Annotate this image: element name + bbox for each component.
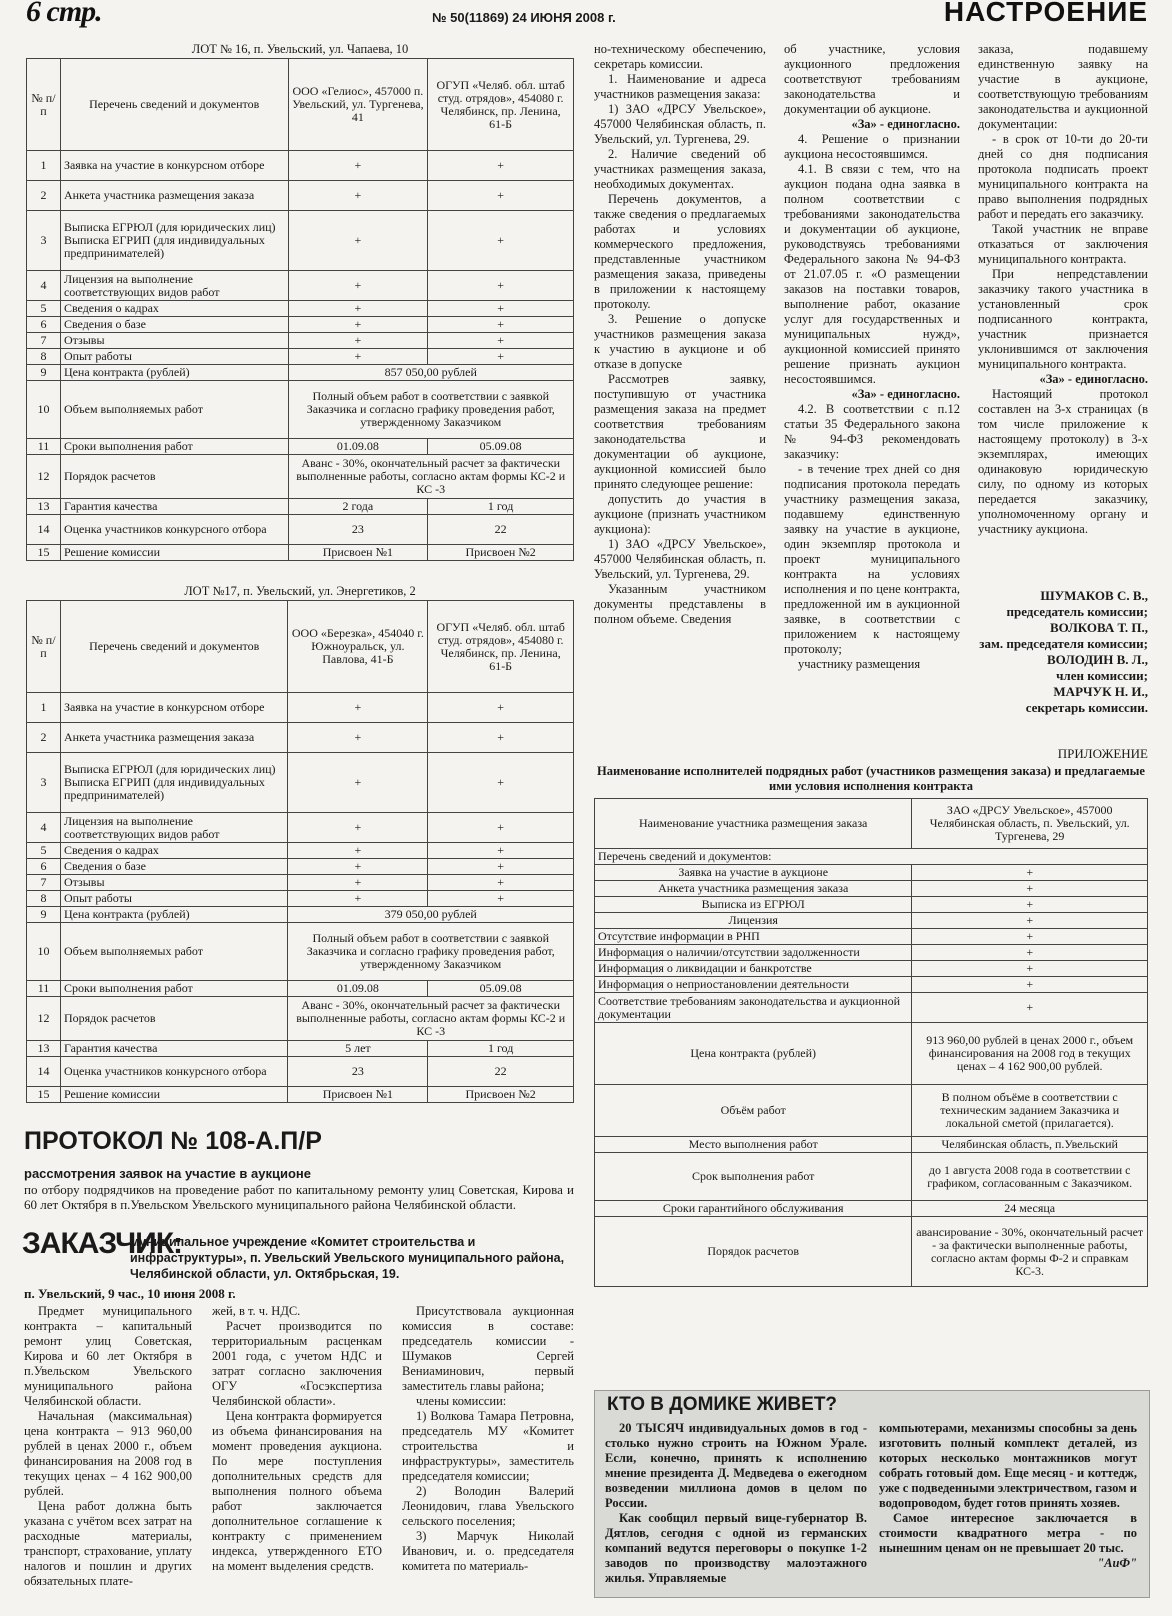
issue-line: № 50(11869) 24 ИЮНЯ 2008 г.: [432, 10, 616, 25]
table-cell: +: [428, 151, 574, 181]
table-cell: Заявка на участие в конкурсном отборе: [60, 151, 288, 181]
table-cell: +: [912, 993, 1148, 1023]
customer-text: муниципальное учреждение «Комитет строительства и инфраструктуры», п. Увельский Увельского муниципального района, Челябинской области, ул. Октябрьская, 19.: [130, 1235, 565, 1281]
table-cell: до 1 августа 2008 года в соответствии с графиком, согласованным с Заказчиком.: [912, 1153, 1148, 1201]
table-cell: 11: [27, 439, 61, 455]
table-cell: Опыт работы: [60, 891, 288, 907]
table-cell: 23: [288, 515, 428, 545]
protocol-place: п. Увельский, 9 час., 10 июня 2008 г.: [24, 1286, 236, 1301]
table-cell: Порядок расчетов: [60, 455, 288, 499]
table-cell: Соответствие требованиям законодательства и аукционной документации: [595, 993, 912, 1023]
table-row: [27, 151, 574, 181]
table-row: [27, 181, 574, 211]
table-cell: 01.09.08: [288, 981, 428, 997]
table-cell: Челябинская область, п.Увельский: [912, 1137, 1148, 1153]
table-cell: Аванс - 30%, окончательный расчет за фактически выполненные работы, согласно актам формы КС-2 и КС -3: [288, 997, 574, 1041]
table-cell: Объем выполняемых работ: [60, 923, 288, 981]
lot16-rows: [27, 151, 574, 365]
lot16-block: [26, 42, 574, 561]
vote-result: «За» - единогласно.: [851, 387, 960, 401]
paragraph: Расчет производится по территориальным расценкам 2001 года, с учетом НДС и затрат согласно заключения ОГУ «Госэкспертиза Челябинской области».: [212, 1319, 382, 1408]
article-col-3: [978, 42, 1148, 537]
article-col-3-part2: [978, 387, 1148, 537]
table-cell: 13: [27, 499, 61, 515]
table-cell: +: [288, 349, 428, 365]
table-cell: 05.09.08: [428, 439, 574, 455]
table-cell: Опыт работы: [60, 349, 288, 365]
table-cell: 4: [27, 271, 61, 301]
table-row: [27, 813, 574, 843]
paragraph: Как сообщил первый вице-губернатор В. Дятлов, сегодня с одной из германских компаний ведутся переговоры о покупке 1-2 заводов по производству малоэтажного жилья. Управляемые: [605, 1511, 867, 1585]
table-cell: Объём работ: [595, 1085, 912, 1137]
table-cell: +: [912, 929, 1148, 945]
protocol-col-1: [24, 1304, 192, 1589]
table-cell: 15: [27, 1087, 61, 1103]
table-row: [27, 211, 574, 271]
table-row: [595, 881, 1148, 897]
table-cell: 1: [27, 151, 61, 181]
table-row: [595, 1217, 1148, 1287]
paragraph: участнику размещения: [798, 657, 921, 671]
table-row: [595, 1085, 1148, 1137]
lot16-table: [26, 58, 574, 561]
table-cell: +: [912, 977, 1148, 993]
paragraph: - в срок от 10-ти до 20-ти дней со дня подписания протокола подписать проект муниципального контракта на право выполнения подрядных работ и передать его заказчику.: [978, 132, 1148, 221]
paragraph: Указанным участником документы представлены в полном объеме. Сведения: [594, 582, 766, 626]
table-row: [595, 1153, 1148, 1201]
protocol-col-2: [212, 1304, 382, 1574]
news-box: [594, 1390, 1150, 1598]
signatory-name: ВОЛОДИН В. Л.,: [1046, 652, 1148, 667]
table-cell: +: [428, 753, 574, 813]
table-cell: 12: [27, 455, 61, 499]
table-cell: Информация о ликвидации и банкротстве: [595, 961, 912, 977]
table-cell: +: [288, 843, 428, 859]
article-col-2-part1: [784, 42, 960, 117]
contract-price: 379 050,00 рублей: [288, 907, 574, 923]
protocol-lead: по отбору подрядчиков на проведение работ по капитальному ремонту улиц Советская, Кирова и 60 лет Октября в п.Увельском Увельского муниципального района Челябинской области.: [24, 1182, 574, 1212]
table-row: [595, 913, 1148, 929]
table-cell: +: [428, 843, 574, 859]
appendix-table: [594, 798, 1148, 1287]
table-cell: +: [288, 271, 428, 301]
table-cell: 10: [27, 923, 61, 981]
box-col-2: [879, 1421, 1137, 1571]
table-cell: 6: [27, 317, 61, 333]
table-cell: 1: [27, 693, 61, 723]
protocol-title: ПРОТОКОЛ № 108-А.П/Р: [24, 1127, 322, 1155]
paragraph: жей, в т. ч. НДС.: [212, 1304, 301, 1318]
article-col-2-part3: [784, 402, 960, 672]
box-source: "АиФ": [1097, 1556, 1137, 1570]
table-cell: 12: [27, 997, 61, 1041]
signatures: [978, 588, 1148, 716]
table-cell: Выписка из ЕГРЮЛ: [595, 897, 912, 913]
paragraph: 20 ТЫСЯЧ индивидуальных домов в год - столько нужно строить на Южном Урале. Если, конечно, принять к исполнению мнение президента Д. Медведева о ежегодном возведении миллиона домов в целом по России.: [605, 1421, 867, 1510]
paragraph: Предмет муниципального контракта – капитальный ремонт улиц Советская, Кирова и 60 лет Октября в п.Увельском Увельского муниципального района Челябинской области.: [24, 1304, 192, 1408]
signatory-role: зам. председателя комиссии;: [979, 636, 1148, 651]
table-cell: Отзывы: [60, 875, 288, 891]
table-cell: Выписка ЕГРЮЛ (для юридических лиц) Выписка ЕГРИП (для индивидуальных предпринимателей): [60, 211, 288, 271]
table-row: [27, 859, 574, 875]
table-cell: +: [288, 317, 428, 333]
table-cell: 2 года: [288, 499, 428, 515]
lot17-block: [26, 584, 574, 1103]
paragraph: допустить до участия в аукционе (признать участником аукциона):: [594, 492, 766, 536]
table-cell: +: [912, 945, 1148, 961]
table-cell: +: [288, 211, 428, 271]
table-cell: Заявка на участие в аукционе: [595, 865, 912, 881]
table-cell: +: [428, 875, 574, 891]
table-row: [595, 993, 1148, 1023]
table-cell: 5: [27, 843, 61, 859]
table-row: [595, 929, 1148, 945]
table-row: [595, 945, 1148, 961]
table-cell: 2: [27, 723, 61, 753]
lot16-head-a: ООО «Гелиос», 457000 п. Увельский, ул. Тургенева, 41: [288, 59, 428, 151]
table-cell: 14: [27, 515, 61, 545]
table-cell: Информация о неприостановлении деятельности: [595, 977, 912, 993]
table-cell: +: [288, 723, 428, 753]
paragraph: члены комиссии:: [416, 1394, 507, 1408]
table-cell: Сроки гарантийного обслуживания: [595, 1201, 912, 1217]
table-cell: Сроки выполнения работ: [60, 981, 288, 997]
table-cell: 14: [27, 1057, 61, 1087]
table-cell: 3: [27, 211, 61, 271]
table-cell: Отсутствие информации в РНП: [595, 929, 912, 945]
paragraph: компьютерами, механизмы способны за день изготовить полный комплект деталей, из которых несколько монтажников могут собрать готовый дом. Еще месяц - и коттедж, уже с подведенными электричеством, газом и водопроводом, будет готов принять хозяев.: [879, 1421, 1137, 1510]
table-cell: 913 960,00 рублей в ценах 2000 г., объем финансирования на 2008 год в текущих ценах – 4 162 900,00 рублей.: [912, 1023, 1148, 1085]
appendix-title: Наименование исполнителей подрядных работ (участников размещения заказа) и предлагаемые ими условия исполнения контракта: [597, 764, 1145, 793]
customer-label: ЗАКАЗЧИК:: [22, 1227, 183, 1260]
paragraph: - в течение трех дней со дня подписания протокола передать участнику размещения заказа, подавшему единственную заявку на участие в аукционе, один экземпляр протокола и проект муниципального контракта на условиях исполнения и по цене контракта, предложенной им в аукционной заявке, в соответствии с приложением к настоящему протоколу;: [784, 462, 960, 656]
signatory-role: член комиссии;: [1056, 668, 1148, 683]
table-cell: Решение комиссии: [60, 1087, 288, 1103]
paragraph: При непредставлении заказчику такого участника в установленный срок подписанного контракта, участник признается уклонившимся от заключения муниципального контракта.: [978, 267, 1148, 371]
table-cell: 1 год: [428, 1041, 574, 1057]
table-cell: 8: [27, 891, 61, 907]
table-row: [595, 897, 1148, 913]
table-row: [595, 865, 1148, 881]
table-row: [27, 875, 574, 891]
table-cell: 6: [27, 859, 61, 875]
table-row: [27, 753, 574, 813]
table-cell: Место выполнения работ: [595, 1137, 912, 1153]
table-cell: Лицензия: [595, 913, 912, 929]
table-cell: 05.09.08: [428, 981, 574, 997]
appendix-head-label: Наименование участника размещения заказа: [595, 799, 912, 849]
table-cell: Анкета участника размещения заказа: [595, 881, 912, 897]
paragraph: заказа, подавшему единственную заявку на участие в аукционе, соответствующую требованиям законодательства и аукционной документации:: [978, 42, 1148, 131]
table-cell: Решение комиссии: [60, 545, 288, 561]
table-cell: Лицензия на выполнение соответствующих видов работ: [60, 271, 288, 301]
lot17-title: ЛОТ №17, п. Увельский, ул. Энергетиков, 2: [184, 584, 416, 598]
table-cell: 23: [288, 1057, 428, 1087]
appendix-head-value: ЗАО «ДРСУ Увельское», 457000 Челябинская область, п. Увельский, ул. Тургенева, 29: [912, 799, 1148, 849]
table-cell: Присвоен №1: [288, 545, 428, 561]
paragraph: Присутствовала аукционная комиссия в составе: председатель комиссии - Шумаков Сергей Вениаминович, первый заместитель главы района;: [402, 1304, 574, 1393]
table-cell: Присвоен №2: [428, 1087, 574, 1103]
table-cell: Цена контракта (рублей): [60, 365, 288, 381]
paragraph: 1. Наименование и адреса участников размещения заказа:: [594, 72, 766, 101]
table-cell: +: [288, 813, 428, 843]
table-cell: 11: [27, 981, 61, 997]
table-cell: Порядок расчетов: [60, 997, 288, 1041]
signatory-name: ШУМАКОВ С. В.,: [1040, 588, 1148, 603]
signatory-role: председатель комиссии;: [1006, 604, 1148, 619]
page-number: 6 стр.: [26, 0, 102, 28]
table-cell: 9: [27, 907, 61, 923]
table-cell: Цена контракта (рублей): [595, 1023, 912, 1085]
lot16-head-num: № п/п: [27, 59, 61, 151]
box-col-1: [605, 1421, 867, 1586]
protocol-subtitle: рассмотрения заявок на участие в аукционе: [24, 1166, 311, 1181]
table-cell: Оценка участников конкурсного отбора: [60, 1057, 288, 1087]
vote-result: «За» - единогласно.: [851, 117, 960, 131]
appendix-docs: [595, 865, 1148, 1023]
table-cell: +: [912, 881, 1148, 897]
table-cell: 10: [27, 381, 61, 439]
table-cell: Гарантия качества: [60, 499, 288, 515]
table-cell: +: [428, 181, 574, 211]
table-row: [27, 723, 574, 753]
table-row: [595, 1201, 1148, 1217]
table-cell: Присвоен №2: [428, 545, 574, 561]
paragraph: Цена работ должна быть указана с учётом всех затрат на расходные материалы, транспорт, страхование, уплату налогов и пошлин и других обязательных плате-: [24, 1499, 192, 1588]
paragraph: 1) ЗАО «ДРСУ Увельское», 457000 Челябинская область, п. Увельский, ул. Тургенева, 29.: [594, 102, 766, 146]
table-cell: Заявка на участие в конкурсном отборе: [60, 693, 288, 723]
table-cell: Анкета участника размещения заказа: [60, 723, 288, 753]
table-cell: Анкета участника размещения заказа: [60, 181, 288, 211]
table-cell: Сроки выполнения работ: [60, 439, 288, 455]
table-cell: 22: [428, 515, 574, 545]
table-cell: 3: [27, 753, 61, 813]
table-cell: +: [428, 859, 574, 875]
table-row: [595, 1137, 1148, 1153]
table-cell: +: [428, 301, 574, 317]
lot17-head-list: Перечень сведений и документов: [60, 601, 288, 693]
table-cell: 15: [27, 545, 61, 561]
paragraph: 2) Володин Валерий Леонидович, глава Увельского сельского поселения;: [402, 1484, 574, 1528]
table-row: [595, 961, 1148, 977]
table-cell: Сведения о базе: [60, 859, 288, 875]
table-cell: 01.09.08: [288, 439, 428, 455]
table-cell: +: [428, 317, 574, 333]
table-cell: 7: [27, 333, 61, 349]
signatory-role: секретарь комиссии.: [1025, 700, 1148, 715]
lot16-title: ЛОТ № 16, п. Увельский, ул. Чапаева, 10: [191, 42, 409, 56]
signatory-name: МАРЧУК Н. И.,: [1053, 684, 1148, 699]
paragraph: Цена контракта формируется из объема финансирования на момент проведения аукциона. По мере поступления дополнительных средств для выполнения полного объема работ заключается дополнительное соглашение к контракту с применением индекса, утвержденного ЕТО на момент выделения средств.: [212, 1409, 382, 1573]
lot16-head-b: ОГУП «Челяб. обл. штаб студ. отрядов», 454080 г. Челябинск, пр. Ленина, 61-Б: [428, 59, 574, 151]
table-cell: Цена контракта (рублей): [60, 907, 288, 923]
paragraph: Рассмотрев заявку, поступившую от участника размещения заказа на предмет соответствия требованиям законодательства и документации об аукционе, аукционной комиссией было принято следующее решение:: [594, 372, 766, 491]
table-row: [27, 271, 574, 301]
table-cell: 2: [27, 181, 61, 211]
table-cell: +: [288, 151, 428, 181]
article-col-2: [784, 42, 960, 672]
table-cell: +: [428, 693, 574, 723]
table-cell: 7: [27, 875, 61, 891]
paragraph: Настоящий протокол составлен на 3-х страницах (в том числе приложение к настоящему протоколу) в 3-х экземплярах, имеющих одинаковую юридическую силу, по одному из которых передается заказчику, уполномоченному органу и участнику аукциона.: [978, 387, 1148, 536]
table-cell: Объем выполняемых работ: [60, 381, 288, 439]
paragraph: 4. Решение о признании аукциона несостоявшимся.: [784, 132, 960, 161]
paragraph: 4.2. В соответствии с п.12 статьи 35 Федерального закона № 94-ФЗ рекомендовать заказчику:: [784, 402, 960, 461]
signatory-name: ВОЛКОВА Т. П.,: [1049, 620, 1148, 635]
table-cell: Аванс - 30%, окончательный расчет за фактически выполненные работы, согласно актам формы КС-2 и КС -3: [288, 455, 573, 499]
lot17-head-b: ОГУП «Челяб. обл. штаб студ. отрядов», 454080 г. Челябинск, пр. Ленина, 61-Б: [428, 601, 574, 693]
appendix-list-label: Перечень сведений и документов:: [595, 849, 1148, 865]
table-cell: +: [912, 913, 1148, 929]
table-cell: +: [288, 875, 428, 891]
table-cell: +: [428, 271, 574, 301]
page-header: [0, 0, 1172, 40]
table-cell: +: [288, 181, 428, 211]
table-cell: 5 лет: [288, 1041, 428, 1057]
table-cell: +: [428, 813, 574, 843]
table-cell: +: [428, 349, 574, 365]
table-cell: +: [288, 859, 428, 875]
table-cell: 22: [428, 1057, 574, 1087]
appendix-conditions: [595, 1023, 1148, 1287]
table-row: [27, 317, 574, 333]
article-col-2-part2: [784, 132, 960, 387]
table-cell: авансирование - 30%, окончательный расчет - за фактически выполненные работы, согласно актам формы Ф-2 и справкам КС-3.: [912, 1217, 1148, 1287]
table-cell: 9: [27, 365, 61, 381]
table-cell: Отзывы: [60, 333, 288, 349]
table-cell: Сведения о базе: [60, 317, 288, 333]
table-row: [595, 977, 1148, 993]
protocol-col-3: [402, 1304, 574, 1574]
table-cell: +: [912, 865, 1148, 881]
table-row: [27, 693, 574, 723]
paragraph: 4.1. В связи с тем, что на аукцион подана одна заявка в полном соответствии с требованиями законодательства и документации об аукционе, руководствуясь требованиями Федерального закона № 94-ФЗ от 21.07.05 г. «О размещении заказов на поставки товаров, выполнение работ, оказание услуг для государственных и муниципальных нужд», аукционной комиссией принято решение признать аукцион несостоявшимся.: [784, 162, 960, 386]
appendix-label: ПРИЛОЖЕНИЕ: [1057, 746, 1148, 761]
table-cell: +: [912, 961, 1148, 977]
table-cell: Лицензия на выполнение соответствующих видов работ: [60, 813, 288, 843]
table-cell: Сведения о кадрах: [60, 301, 288, 317]
table-row: [27, 891, 574, 907]
table-cell: 24 месяца: [912, 1201, 1148, 1217]
table-row: [27, 333, 574, 349]
table-cell: Сведения о кадрах: [60, 843, 288, 859]
paragraph: Начальная (максимальная) цена контракта – 913 960,00 рублей в ценах 2000 г., объем финансирования на 2008 год в текущих ценах – 4 162 900,00 рублей.: [24, 1409, 192, 1498]
box-title: КТО В ДОМИКЕ ЖИВЕТ?: [607, 1394, 838, 1415]
table-cell: +: [912, 897, 1148, 913]
table-cell: +: [428, 211, 574, 271]
table-cell: В полном объёме в соответствии с техническим заданием Заказчика и локальной сметой (прилагается).: [912, 1085, 1148, 1137]
lot17-head-a: ООО «Березка», 454040 г. Южноуральск, ул. Павлова, 41-Б: [288, 601, 428, 693]
paragraph: 3) Марчук Николай Иванович, и. о. председателя комитета по материаль-: [402, 1529, 574, 1573]
table-cell: Гарантия качества: [60, 1041, 288, 1057]
table-cell: +: [428, 891, 574, 907]
lot17-head-num: № п/п: [27, 601, 61, 693]
vote-result: «За» - единогласно.: [1039, 372, 1148, 386]
table-cell: +: [288, 891, 428, 907]
paragraph: 1) Волкова Тамара Петровна, председатель МУ «Комитет строительства и инфраструктуры», заместитель председателя комиссии;: [402, 1409, 574, 1483]
paragraph: 2. Наличие сведений об участниках размещения заказа, необходимых документах.: [594, 147, 766, 191]
rubric-title: НАСТРОЕНИЕ: [943, 0, 1148, 27]
table-row: [27, 301, 574, 317]
table-row: [595, 1023, 1148, 1085]
table-row: [27, 843, 574, 859]
lot16-head-list: Перечень сведений и документов: [60, 59, 288, 151]
table-cell: +: [288, 693, 428, 723]
table-cell: Полный объем работ в соответствии с заявкой Заказчика и согласно графику проведения работ, утвержденному Заказчиком: [288, 381, 573, 439]
table-cell: Полный объем работ в соответствии с заявкой Заказчика и согласно графику проведения работ, утвержденному Заказчиком: [288, 923, 574, 981]
contract-price: 857 050,00 рублей: [288, 365, 573, 381]
table-cell: +: [428, 333, 574, 349]
paragraph: Перечень документов, а также сведения о предлагаемых работах и условиях коммерческого предложения, представленные участником размещения заказа, приведены в приложении к настоящему протоколу.: [594, 192, 766, 311]
table-cell: +: [288, 333, 428, 349]
table-cell: Порядок расчетов: [595, 1217, 912, 1287]
table-cell: 4: [27, 813, 61, 843]
article-col-3-part1: [978, 42, 1148, 372]
paragraph: Такой участник не вправе отказаться от заключения муниципального контракта.: [978, 222, 1148, 266]
lot17-rows: [27, 693, 574, 907]
table-cell: Срок выполнения работ: [595, 1153, 912, 1201]
table-cell: Информация о наличии/отсутствии задолженности: [595, 945, 912, 961]
table-cell: Оценка участников конкурсного отбора: [60, 515, 288, 545]
paragraph: 3. Решение о допуске участников размещения заказа к участию в аукционе и об отказе в допуске: [594, 312, 766, 371]
paragraph: об участнике, условия аукционного предложения соответствуют требованиям законодательства и документации об аукционе.: [784, 42, 960, 116]
table-cell: +: [288, 753, 428, 813]
table-cell: Присвоен №1: [288, 1087, 428, 1103]
table-row: [27, 349, 574, 365]
paragraph: но-техническому обеспечению, секретарь комиссии.: [594, 42, 766, 71]
table-cell: 1 год: [428, 499, 574, 515]
table-cell: +: [428, 723, 574, 753]
paragraph: 1) ЗАО «ДРСУ Увельское», 457000 Челябинская область, п. Увельский, ул. Тургенева, 29.: [594, 537, 766, 581]
paragraph: Самое интересное заключается в стоимости квадратного метра - по нынешним ценам он не превышает 20 тыс.: [879, 1511, 1137, 1555]
table-cell: 13: [27, 1041, 61, 1057]
lot17-table: [26, 600, 574, 1103]
table-cell: 8: [27, 349, 61, 365]
article-col-1: [594, 42, 766, 627]
table-cell: 5: [27, 301, 61, 317]
table-cell: +: [288, 301, 428, 317]
table-cell: Выписка ЕГРЮЛ (для юридических лиц) Выписка ЕГРИП (для индивидуальных предпринимателей): [60, 753, 288, 813]
